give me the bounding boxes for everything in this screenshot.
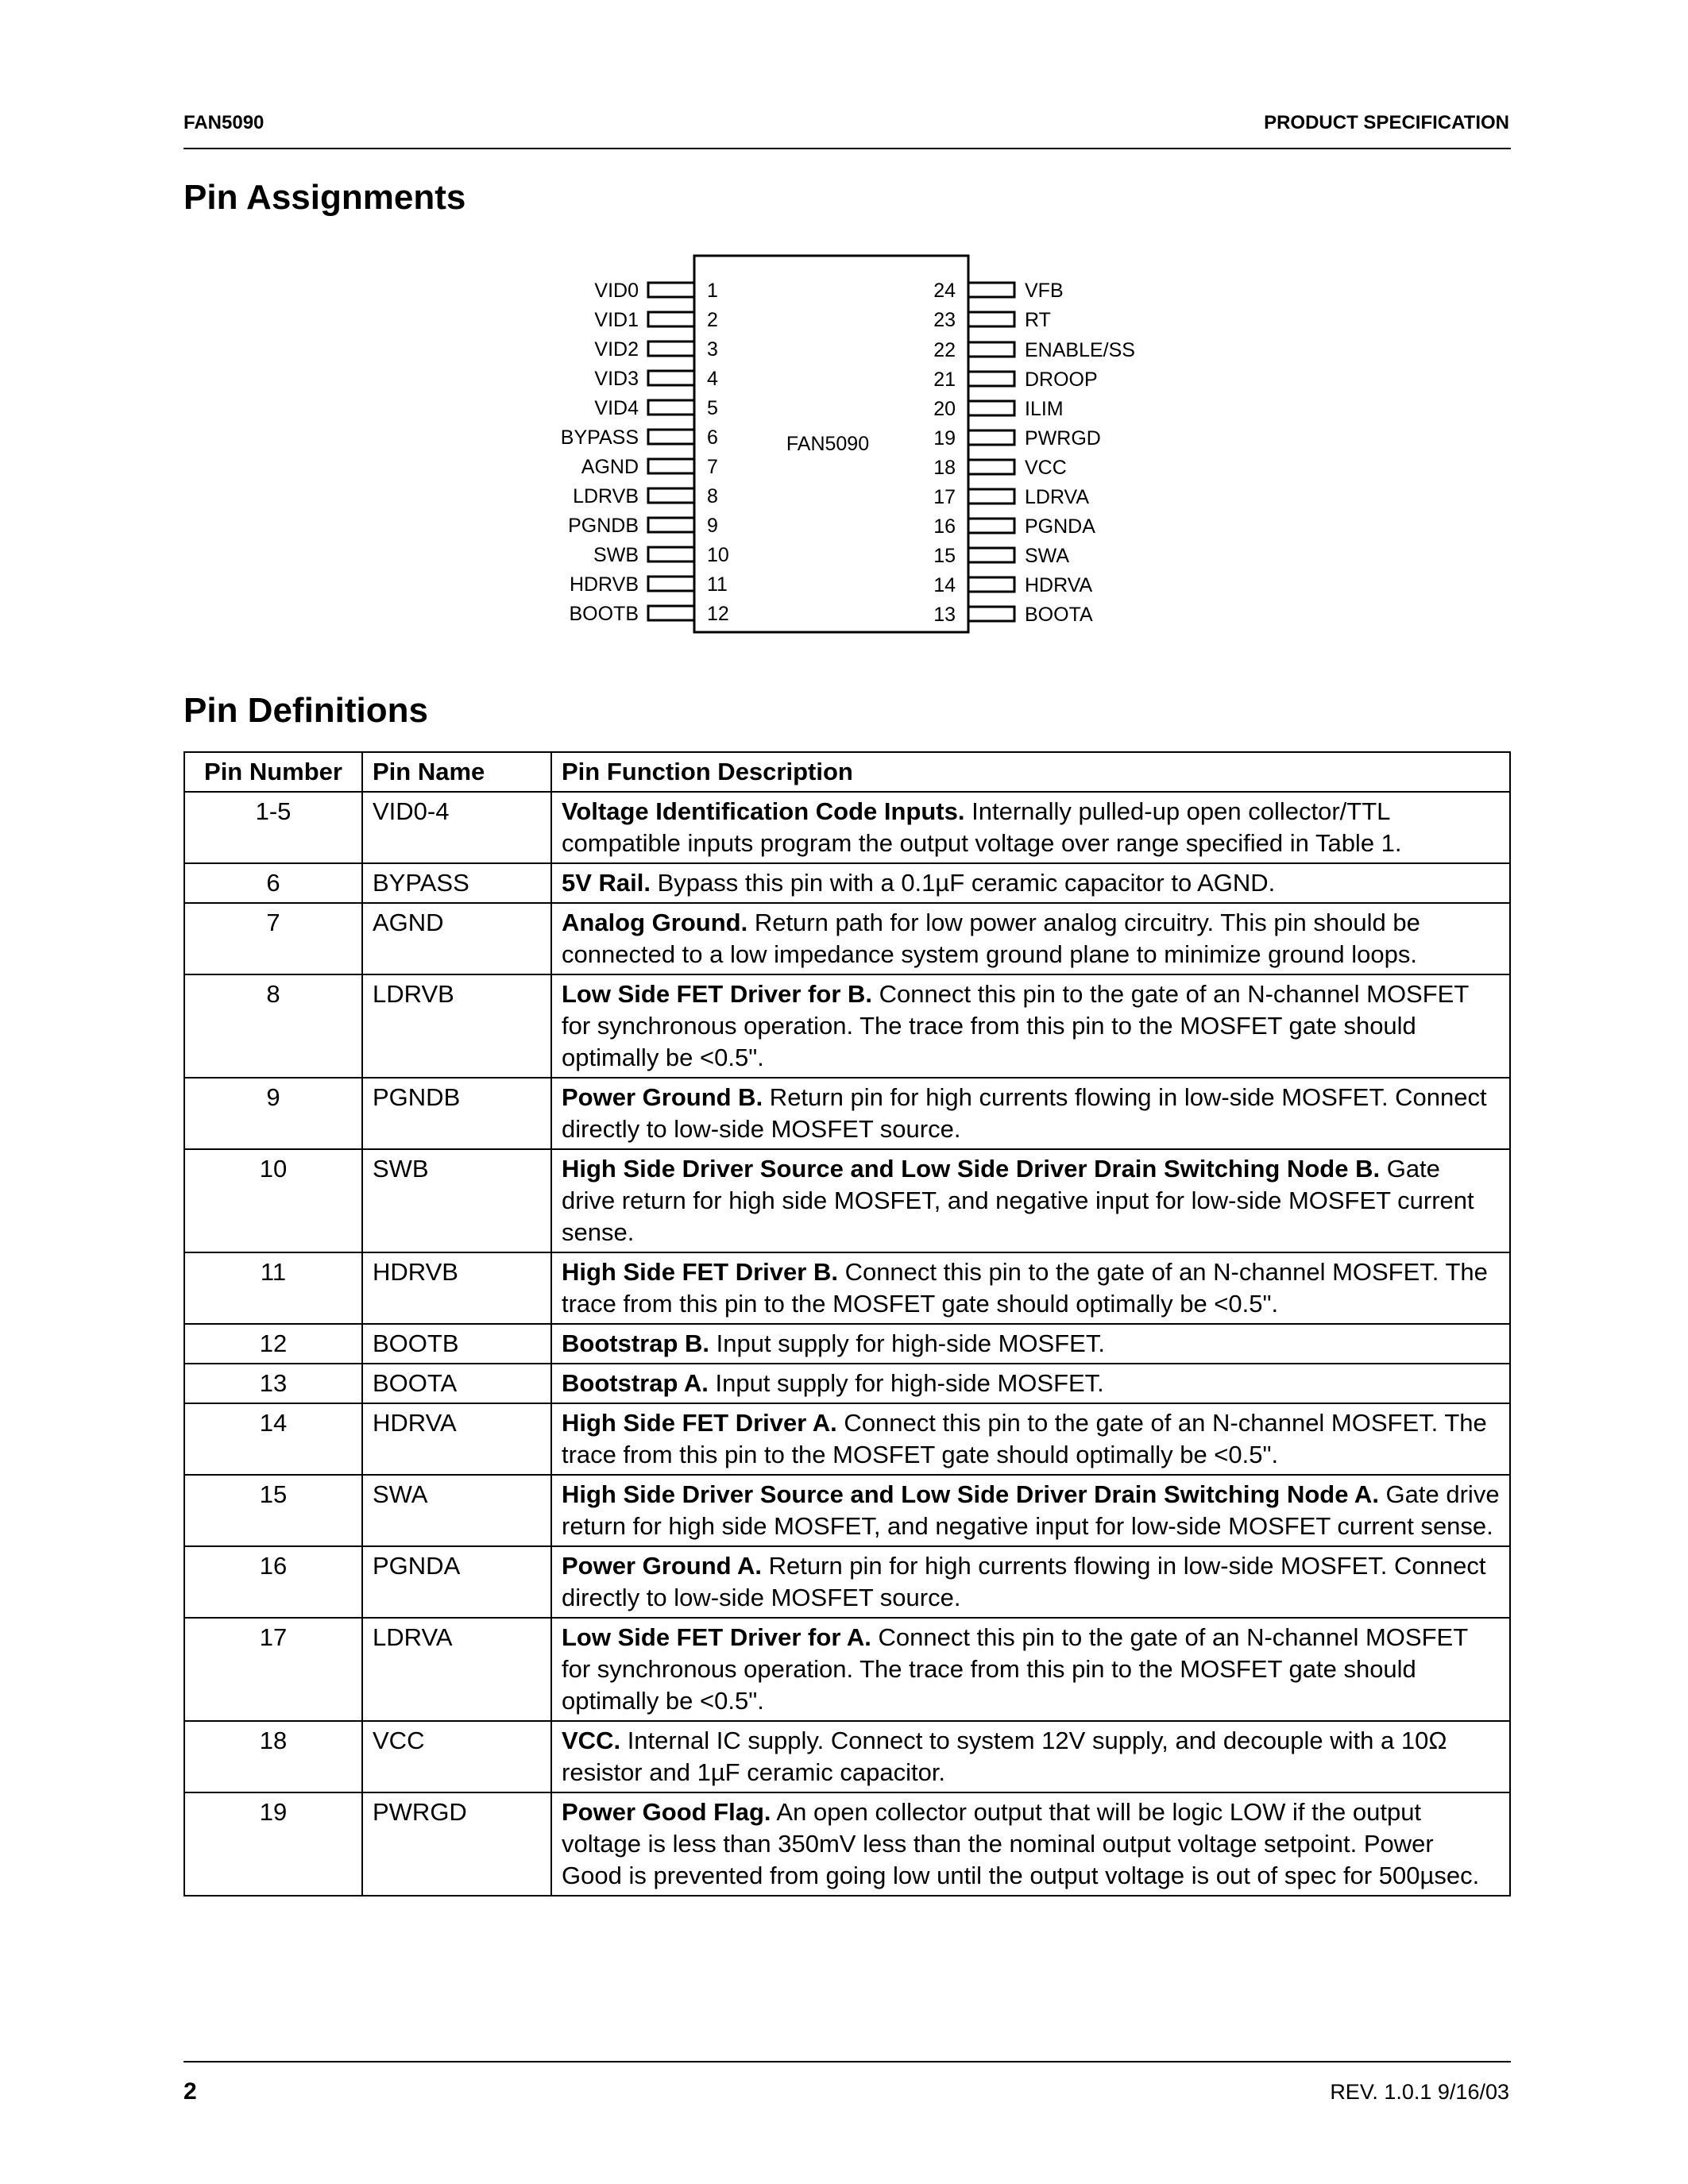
pin-name-label: LDRVB (573, 485, 639, 507)
pin-name-cell: SWB (362, 1149, 551, 1252)
pin-number-label: 11 (707, 573, 728, 596)
pin-description-cell (551, 1475, 1510, 1546)
pin-name-label: BYPASS (560, 426, 639, 449)
pin-lead (648, 371, 694, 385)
pin-name-cell: LDRVB (362, 974, 551, 1078)
page-number: 2 (183, 2078, 197, 2105)
pin-number-label: 22 (933, 339, 956, 361)
pin-number-label: 7 (707, 456, 718, 478)
pin-name-label: LDRVA (1025, 486, 1090, 508)
pin-lead (968, 489, 1014, 504)
pin-description-cell (551, 974, 1510, 1078)
description-lead: Voltage Identification Code Inputs. (562, 797, 965, 825)
pin-name-cell: PGNDA (362, 1546, 551, 1618)
pin-number-label: 9 (707, 515, 718, 537)
description-text: Gate drive return for high side MOSFET, and negative input for low-side MOSFET current sense. (562, 1155, 1474, 1246)
pin-lead (968, 372, 1014, 386)
pin-lead (968, 312, 1014, 326)
pin-name-cell: BYPASS (362, 863, 551, 903)
pin-description-cell (551, 1324, 1510, 1364)
description-text: Connect this pin to the gate of an N-channel MOSFET. The trace from this pin to the MOSFET gate should optimally be <0.5". (562, 1258, 1488, 1318)
description-text: Input supply for high-side MOSFET. (709, 1329, 1105, 1357)
pin-assignments-title: Pin Assignments (183, 178, 466, 217)
pin-description-cell (551, 1149, 1510, 1252)
pin-name-cell: HDRVA (362, 1403, 551, 1475)
description-text: Internally pulled-up open collector/TTL compatible inputs program the output voltage over range specified in Table 1. (562, 797, 1402, 857)
pin-name-label: VID0 (594, 280, 639, 302)
table-row (184, 974, 1510, 1078)
pin-lead (648, 488, 694, 503)
pin-name-label: DROOP (1025, 369, 1098, 391)
pin-number-cell: 9 (184, 1078, 362, 1149)
description-lead: Bootstrap A. (562, 1369, 709, 1397)
pin-number-cell: 11 (184, 1252, 362, 1324)
description-text: Return path for low power analog circuitry. This pin should be connected to a low impedance system ground plane to minimize ground loops. (562, 909, 1420, 968)
pin-name-label: VID3 (594, 368, 639, 390)
pin-name-label: ILIM (1025, 398, 1064, 420)
pin-number-label: 21 (933, 369, 956, 391)
pin-number-cell: 14 (184, 1403, 362, 1475)
pin-description-cell (551, 1618, 1510, 1721)
description-lead: 5V Rail. (562, 869, 651, 897)
description-lead: High Side FET Driver B. (562, 1258, 838, 1286)
pin-name-label: PWRGD (1025, 427, 1101, 450)
pin-definitions-table (183, 751, 1511, 1897)
table-row (184, 1078, 1510, 1149)
pin-lead (968, 460, 1014, 474)
pin-number-label: 13 (933, 604, 956, 626)
pin-description-cell (551, 1721, 1510, 1792)
pin-number-label: 3 (707, 338, 718, 361)
table-header-row (184, 752, 1510, 792)
table-row (184, 1475, 1510, 1546)
description-lead: Low Side FET Driver for B. (562, 980, 872, 1008)
table-row (184, 1792, 1510, 1896)
table-row (184, 792, 1510, 863)
pin-number-label: 19 (933, 427, 956, 450)
pin-number-cell: 12 (184, 1324, 362, 1364)
pin-number-cell: 15 (184, 1475, 362, 1546)
pin-name-cell: PGNDB (362, 1078, 551, 1149)
pin-lead (648, 283, 694, 297)
description-text: Input supply for high-side MOSFET. (708, 1369, 1104, 1397)
pin-name-label: HDRVA (1025, 574, 1093, 596)
pin-name-label: PGNDA (1025, 515, 1095, 538)
pin-number-cell: 6 (184, 863, 362, 903)
table-row (184, 1364, 1510, 1403)
pin-lead (968, 342, 1014, 357)
pin-name-cell: VCC (362, 1721, 551, 1792)
table-row (184, 1149, 1510, 1252)
pin-name-label: BOOTB (569, 603, 639, 625)
pin-number-cell: 13 (184, 1364, 362, 1403)
footer-rule (183, 2061, 1511, 2062)
pin-lead (968, 430, 1014, 445)
description-text: Return pin for high currents flowing in low-side MOSFET. Connect directly to low-side MOSFET source. (562, 1083, 1487, 1143)
revision-info: REV. 1.0.1 9/16/03 (1330, 2080, 1509, 2104)
pin-lead (648, 400, 694, 415)
pin-name-label: AGND (581, 456, 639, 478)
pin-definitions-title: Pin Definitions (183, 691, 428, 730)
pin-description-cell (551, 1403, 1510, 1475)
pin-lead (648, 547, 694, 561)
pin-lead (648, 341, 694, 356)
pin-lead (648, 459, 694, 473)
pin-number-label: 15 (933, 545, 956, 567)
description-lead: VCC. (562, 1727, 621, 1754)
pin-lead (648, 577, 694, 591)
pin-name-label: SWA (1025, 545, 1070, 567)
pin-number-cell: 18 (184, 1721, 362, 1792)
pin-lead (968, 401, 1014, 415)
pin-name-label: VFB (1025, 280, 1064, 302)
pin-lead (968, 577, 1014, 592)
description-lead: Power Ground B. (562, 1083, 763, 1111)
col-header-pin-number: Pin Number (184, 752, 362, 792)
pin-name-cell: LDRVA (362, 1618, 551, 1721)
pin-number-label: 10 (707, 544, 729, 566)
pin-number-cell: 10 (184, 1149, 362, 1252)
table-row (184, 903, 1510, 974)
pin-lead (968, 548, 1014, 562)
pin-description-cell (551, 1546, 1510, 1618)
description-text: Internal IC supply. Connect to system 12V supply, and decouple with a 10Ω resistor and 1µF ceramic capacitor. (562, 1727, 1447, 1786)
pin-lead (968, 519, 1014, 533)
description-lead: High Side Driver Source and Low Side Driver Drain Switching Node A. (562, 1480, 1379, 1508)
doc-header-title: PRODUCT SPECIFICATION (1264, 112, 1509, 133)
pin-number-label: 8 (707, 485, 718, 507)
pin-description-cell (551, 863, 1510, 903)
col-header-pin-name: Pin Name (362, 752, 551, 792)
description-lead: Power Good Flag. (562, 1798, 771, 1826)
table-row (184, 1618, 1510, 1721)
description-text: Return pin for high currents flowing in low-side MOSFET. Connect directly to low-side MOSFET source. (562, 1552, 1486, 1611)
pin-description-cell (551, 903, 1510, 974)
pin-number-label: 4 (707, 368, 718, 390)
pin-name-label: VCC (1025, 457, 1067, 479)
description-text: Bypass this pin with a 0.1µF ceramic capacitor to AGND. (651, 869, 1276, 897)
pin-number-cell: 16 (184, 1546, 362, 1618)
pin-description-cell (551, 1364, 1510, 1403)
description-text: Connect this pin to the gate of an N-channel MOSFET. The trace from this pin to the MOSFET gate should optimally be <0.5". (562, 1409, 1487, 1468)
pin-number-label: 17 (933, 486, 956, 508)
pin-number-cell: 8 (184, 974, 362, 1078)
pin-number-label: 18 (933, 457, 956, 479)
pin-lead (648, 430, 694, 444)
description-lead: High Side FET Driver A. (562, 1409, 837, 1437)
pin-number-label: 5 (707, 397, 718, 419)
pin-description-cell (551, 792, 1510, 863)
pin-number-label: 16 (933, 515, 956, 538)
pin-name-cell: PWRGD (362, 1792, 551, 1896)
doc-header-part: FAN5090 (183, 112, 265, 133)
pin-number-label: 20 (933, 398, 956, 420)
pin-name-label: ENABLE/SS (1025, 339, 1135, 361)
description-text: Connect this pin to the gate of an N-channel MOSFET for synchronous operation. The trace from this pin to the MOSFET gate should optimally be <0.5". (562, 980, 1469, 1071)
pin-name-label: SWB (593, 544, 639, 566)
description-text: Connect this pin to the gate of an N-channel MOSFET for synchronous operation. The trace from this pin to the MOSFET gate should optimally be <0.5". (562, 1623, 1468, 1715)
pin-name-label: VID2 (594, 338, 639, 361)
table-row (184, 863, 1510, 903)
pin-number-label: 1 (707, 280, 718, 302)
chip-label: FAN5090 (786, 433, 870, 455)
pin-name-cell: SWA (362, 1475, 551, 1546)
pin-name-cell: BOOTB (362, 1324, 551, 1364)
pin-name-label: VID4 (594, 397, 639, 419)
pin-description-cell (551, 1078, 1510, 1149)
pin-number-cell: 17 (184, 1618, 362, 1721)
description-text: An open collector output that will be logic LOW if the output voltage is less than 350mV less than the nominal output voltage setpoint. Power Good is prevented from going low until the output voltage is out of spec for 500µsec. (562, 1798, 1480, 1889)
pin-name-cell: VID0-4 (362, 792, 551, 863)
col-header-description: Pin Function Description (551, 752, 1510, 792)
description-lead: High Side Driver Source and Low Side Driver Drain Switching Node B. (562, 1155, 1381, 1183)
description-lead: Power Ground A. (562, 1552, 763, 1580)
pin-number-cell: 1-5 (184, 792, 362, 863)
pin-number-label: 14 (933, 574, 956, 596)
description-lead: Low Side FET Driver for A. (562, 1623, 871, 1651)
pin-lead (968, 607, 1014, 621)
description-lead: Bootstrap B. (562, 1329, 709, 1357)
pin-number-label: 12 (707, 603, 729, 625)
table-row (184, 1252, 1510, 1324)
pin-name-cell: BOOTA (362, 1364, 551, 1403)
pin-number-label: 2 (707, 309, 718, 331)
pin-name-cell: HDRVB (362, 1252, 551, 1324)
pin-name-label: HDRVB (569, 573, 639, 596)
pin-name-label: BOOTA (1025, 604, 1093, 626)
pin-description-cell (551, 1252, 1510, 1324)
pin-lead (648, 606, 694, 620)
pin-lead (648, 518, 694, 532)
pin-diagram (0, 0, 1688, 659)
pin-number-label: 23 (933, 309, 956, 331)
pin-lead (648, 312, 694, 326)
pin-number-label: 24 (933, 280, 956, 302)
description-lead: Analog Ground. (562, 909, 748, 936)
pin-number-cell: 7 (184, 903, 362, 974)
pin-description-cell (551, 1792, 1510, 1896)
pin-name-label: VID1 (594, 309, 639, 331)
pin-name-cell: AGND (362, 903, 551, 974)
table-row (184, 1546, 1510, 1618)
pin-name-label: RT (1025, 309, 1051, 331)
pin-name-label: PGNDB (568, 515, 639, 537)
table-row (184, 1403, 1510, 1475)
table-row (184, 1721, 1510, 1792)
table-row (184, 1324, 1510, 1364)
pin-number-cell: 19 (184, 1792, 362, 1896)
pin-lead (968, 283, 1014, 297)
pin-number-label: 6 (707, 426, 718, 449)
description-text: Gate drive return for high side MOSFET, and negative input for low-side MOSFET current sense. (562, 1480, 1500, 1540)
